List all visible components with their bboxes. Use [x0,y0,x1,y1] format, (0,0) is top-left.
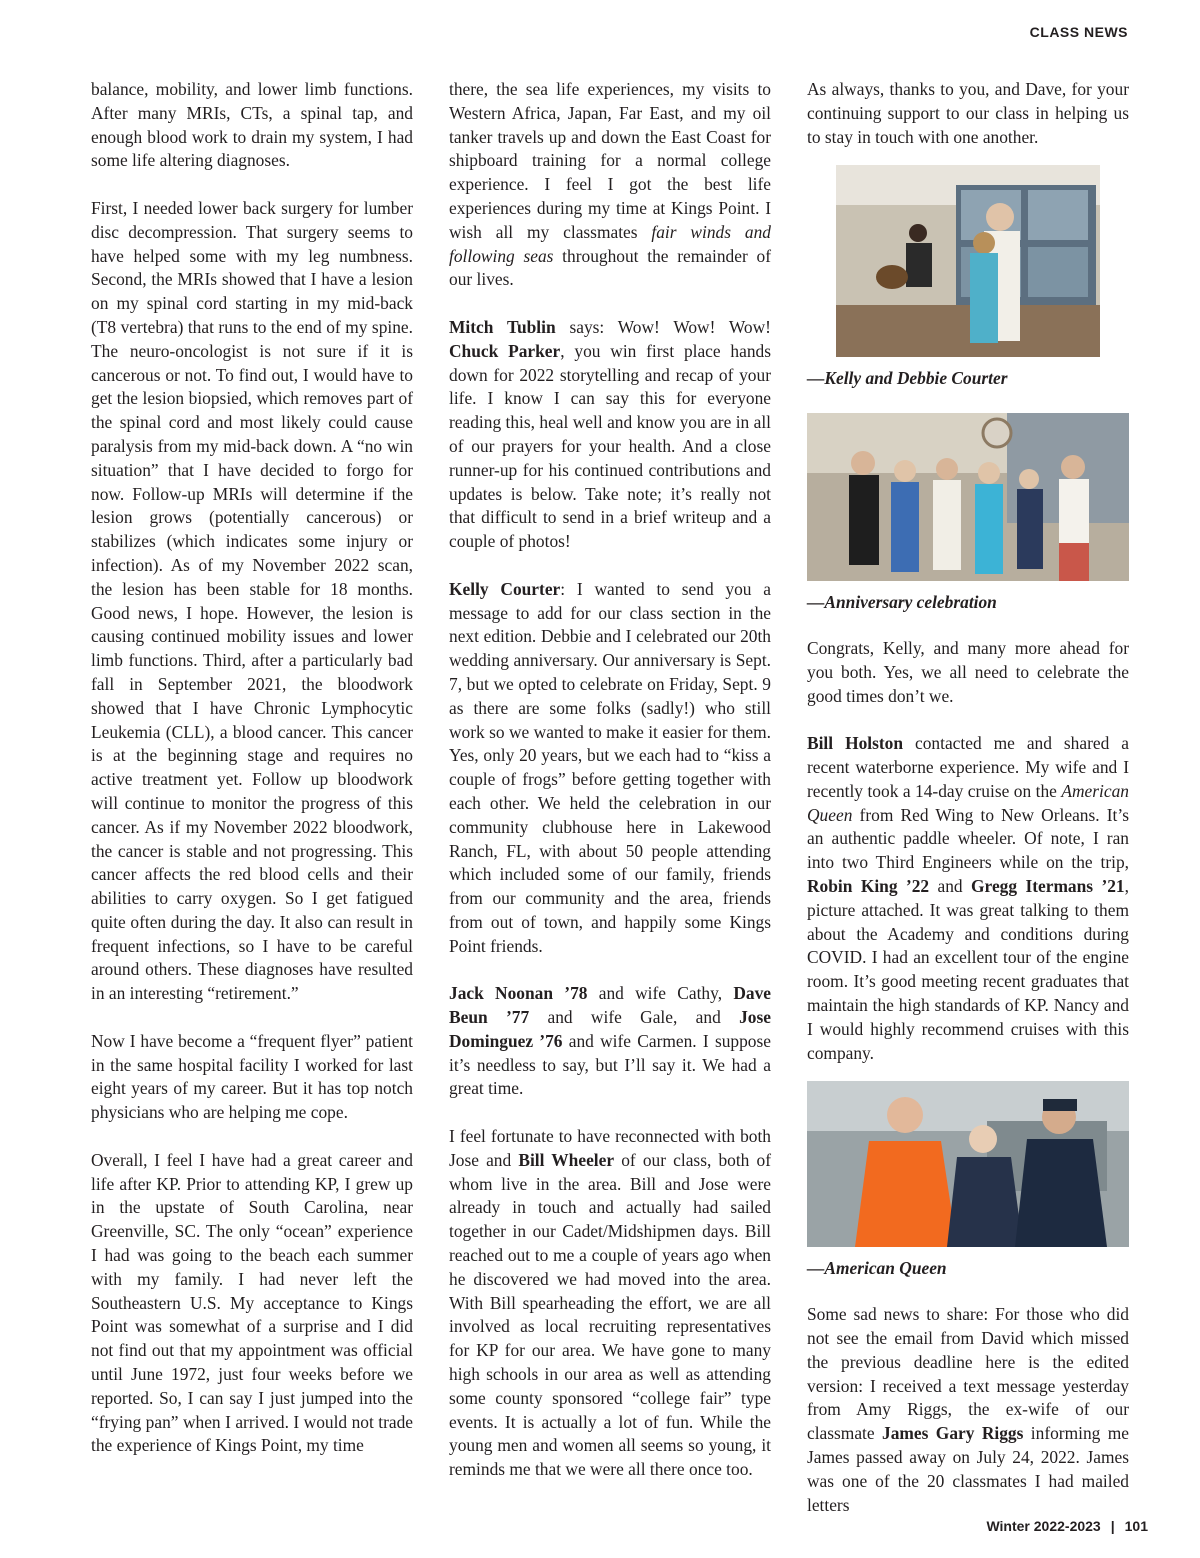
text-run: , picture attached. It was great talking to them about the Academy and conditions during COVID. I had an excellent tour of the engine room. It’s good meeting recent graduates that maintain the high standards of KP. Nancy and I would highly recommend cruises with this company. [807,875,1129,1063]
classmate-name: Bill Wheeler [518,1149,615,1170]
paragraph: Overall, I feel I have had a great career and life after KP. Prior to attending KP, I grew up in the upstate of South Carolina, near Greenville, SC. The only “ocean” experience I had was going to the beach each summer with my family. I had never left the Southeastern U.S. My acceptance to Kings Point was somewhat of a surprise and I did not find out that my appointment was official until June 1972, just four weeks before we reported. So, I can say I just jumped into the “frying pan” when I arrived. I would not trade the experience of Kings Point, my time [91,1149,413,1456]
paragraph: balance, mobility, and lower limb functions. After many MRIs, CTs, a spinal tap, and enough blood work to drain my system, I had some life altering diagnoses. [91,79,413,171]
column-1 [91,78,413,1458]
text-run: throughout the remainder of our lives. [449,245,771,290]
text-run: there, the sea life experiences, my visits to Western Africa, Japan, Far East, and my oil tanker travels up and down the East Coast for shipboard training for a normal college experience. I feel I got the best life experiences during my time at Kings Point. I wish all my classmates [449,79,771,242]
text-run: and wife Gale, and [529,1007,740,1028]
paragraph [449,982,771,1101]
photo-caption: —Kelly and Debbie Courter [807,368,1008,389]
text-run: I feel fortunate to have reconnected with both Jose and [449,1126,771,1170]
page-footer [986,1518,1148,1534]
paragraph [807,1303,1129,1517]
photo-illustration [807,1081,1129,1247]
classmate-name: Robin King ’22 [807,875,930,896]
paragraph: As always, thanks to you, and Dave, for your continuing support to our class in helping us to stay in touch with one another. [807,79,1129,147]
classmate-name: Jack Noonan ’78 [449,983,588,1004]
paragraph [449,1125,771,1482]
text-run: and wife Cathy, [587,983,734,1004]
photo-caption: —American Queen [807,1258,947,1279]
paragraph [449,316,771,554]
text-run: and [929,875,972,896]
photo-caption: —Anniversary celebration [807,592,997,613]
page-number: 101 [1124,1518,1148,1534]
classmate-name: Chuck Parker [449,340,561,361]
classmate-name: Gregg Itermans ’21 [971,875,1125,896]
column-2 [449,78,771,1482]
text-run: , you win first place hands down for 2022 storytelling and recap of your life. I know I can say this for everyone reading this, heal well and know you are in all of our prayers for your health. And a close runner-up for his continued contributions and updates is below. Take note; it’s really not that difficult to send in a brief writeup and a couple of photos! [449,340,771,552]
footer-separator: | [1110,1518,1115,1534]
text-run: from Red Wing to New Orleans. It’s an authentic paddle wheeler. Of note, I ran into two Third Engineers while on the trip, [807,804,1129,873]
italic-run: fair winds and following seas [449,221,771,266]
classmate-name: Jose Dominguez ’76 [449,1007,771,1051]
classmate-name: Mitch Tublin [449,316,556,337]
text-run: and wife Carmen. I suppose it’s needless to say, but I’ll say it. We had a great time. [449,1030,771,1099]
paragraph [807,732,1129,1065]
paragraph: Now I have become a “frequent flyer” patient in the same hospital facility I worked for last eight years of my career. But it has top notch physicians who are helping me cope. [91,1030,413,1123]
classmate-name: Kelly Courter [449,578,561,599]
photo-illustration [836,165,1100,357]
text-run: contacted me and shared a recent waterborne experience. My wife and I recently took a 14-day cruise on the [807,733,1129,801]
paragraph: First, I needed lower back surgery for lumber disc decompression. That surgery seems to have helped some with my leg numbness. Second, the MRIs showed that I have a lesion on my spinal cord starting in my mid-back (T8 vertebra) that runs to the end of my spine. The neuro-oncologist is not sure if it is cancerous or not. To find out, I would have to get the lesion biopsied, which removes part of the spinal cord and most likely could cause paralysis from my mid-back down. A “no win situation” that I have decided to forgo for now. Follow-up MRIs will determine if the lesion grows (potentially cancerous) or stabilizes (which indicates some injury or infection). As of my November 2022 scan, the lesion has been stable for 18 months. Good news, I hope. However, the lesion is causing continued mobility issues and lower limb functions. Third, after a particularly bad fall in September 2021, the bloodwork showed that I have Chronic Lymphocytic Leukemia (CLL), a blood cancer. This cancer is at the beginning stage and requires no active treatment yet. Follow up bloodwork will continue to monitor the progress of this cancer. As if my November 2022 bloodwork, the cancer is stable and not progressing. This cancer affects the red blood cells and their abilities to carry oxygen. So I get fatigued quite often during the day. It also can result in frequent infections, so I have to be careful around others. These diagnoses have resulted in an interesting “retirement.” [91,197,413,1004]
paragraph: Congrats, Kelly, and many more ahead for you both. Yes, we all need to celebrate the good times don’t we. [807,637,1129,706]
classmate-name: James Gary Riggs [882,1423,1024,1444]
section-header: CLASS NEWS [1029,24,1128,40]
text-run: informing me James passed away on July 24, 2022. James was one of the 20 classmates I had mailed letters [807,1423,1130,1515]
text-run: : I wanted to send you a message to add for our class section in the next edition. Debbie and I celebrated our 20th wedding anniversary. Our anniversary is Sept. 7, but we opted to celebrate on Friday, Sept. 9 as there are some folks (sadly!) who still work so we wanted to make it easier for them. Yes, only 20 years, but we each had to “kiss a couple of frogs” before getting together with each other. We held the celebration in our community clubhouse here in Lakewood Ranch, FL, with about 50 people attending which included some of our family, friends from our community and the area, friends from out of town, and happily some Kings Point friends. [449,578,772,956]
photo-american-queen [807,1081,1129,1247]
photo-anniversary [807,413,1129,581]
paragraph [449,78,771,292]
issue-label: Winter 2022-2023 [986,1518,1101,1534]
photo-illustration [807,413,1129,581]
text-run: of our class, both of whom live in the area. Bill and Jose were already in touch and actually had sailed together in our Cadet/Midshipmen days. Bill reached out to me a couple of years ago when he discovered we had moved into the area. With Bill spearheading the effort, we are all involved as local recruiting representatives for KP for our area. We have gone to many high schools in our area as well as attending some county sponsored “college fair” type events. It is actually a lot of fun. While the young men and women all seems so young, it reminds me that we were all there once too. [449,1149,772,1480]
photo-kelly-debbie [836,165,1100,357]
text-run: Some sad news to share: For those who did not see the email from David which missed the previous deadline here is the edited version: I received a text message yesterday from Amy Riggs, the ex-wife of our classmate [807,1304,1129,1444]
column-3 [807,78,1129,1517]
classmate-name: Dave Beun ’77 [449,983,771,1028]
italic-run: American Queen [807,780,1129,825]
classmate-name: Bill Holston [807,733,904,754]
text-run: says: Wow! Wow! Wow! [555,316,771,337]
paragraph [449,578,771,959]
